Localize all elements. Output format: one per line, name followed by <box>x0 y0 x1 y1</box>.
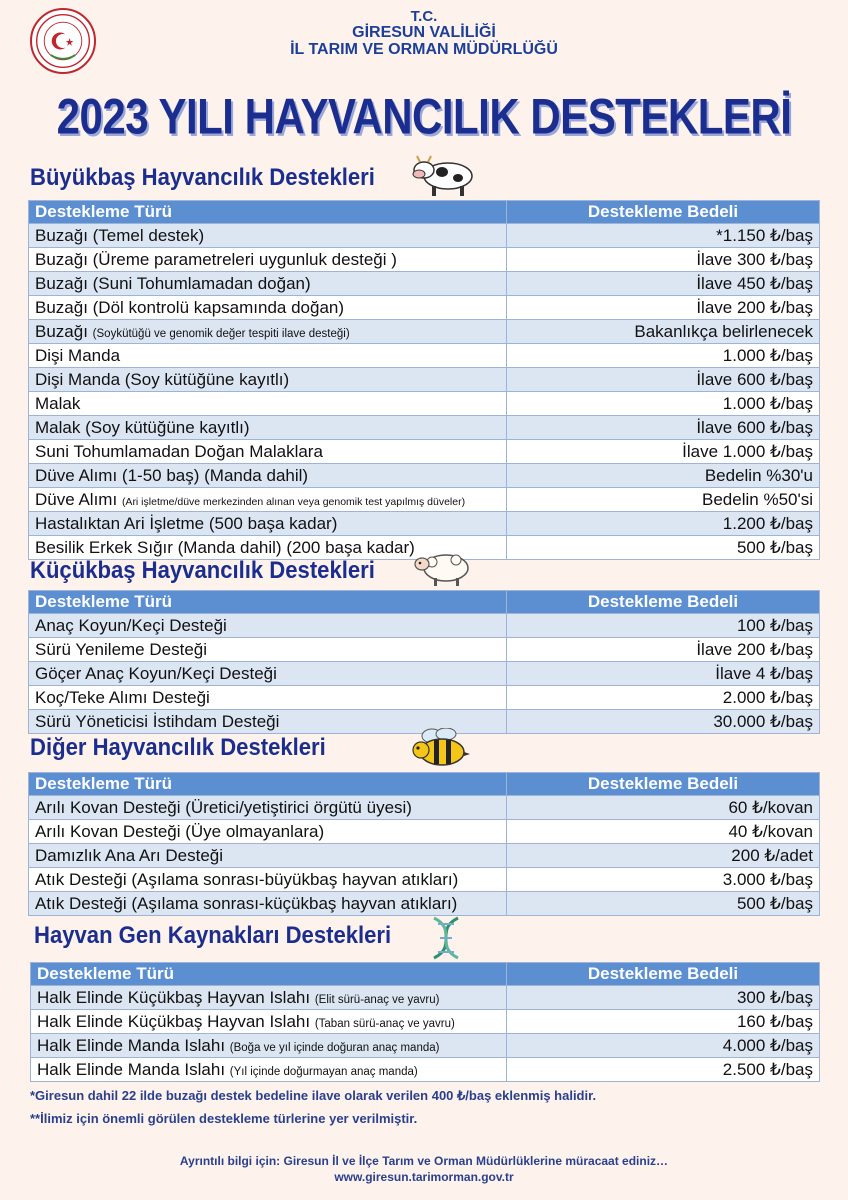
row-label: Buzağı (Temel destek) <box>35 225 205 245</box>
contact-info: Ayrıntılı bilgi için: Giresun İl ve İlçe Tarım ve Orman Müdürlüklerine müracaat ediniz… <box>179 1154 669 1168</box>
row-value: Bedelin %30'u <box>507 464 820 488</box>
row-label: Halk Elinde Manda Islahı <box>37 1035 226 1055</box>
table-row <box>29 512 820 536</box>
cow-icon <box>410 150 476 198</box>
table-header-row <box>31 963 820 986</box>
row-label: Arılı Kovan Desteği (Üretici/yetiştirici örgütü üyesi) <box>35 797 412 817</box>
table-header-row <box>29 591 820 614</box>
row-value: 60 ₺/kovan <box>507 796 820 820</box>
footnote-2: **İlimiz için önemli görülen destekleme türlerine yer verilmiştir. <box>30 1111 418 1126</box>
col-amount-header: Destekleme Bedeli <box>507 773 820 796</box>
row-value: 500 ₺/baş <box>507 536 820 560</box>
row-value: *1.150 ₺/baş <box>507 224 820 248</box>
table-kucukbas <box>28 590 820 734</box>
row-label: Sürü Yenileme Desteği <box>35 639 208 659</box>
row-label: Buzağı (Döl kontrolü kapsamında doğan) <box>35 297 345 317</box>
page-title: 2023 YILI HAYVANCILIK DESTEKLERİ <box>56 88 792 145</box>
section-title-kucukbas: Küçükbaş Hayvancılık Destekleri <box>30 557 375 584</box>
dna-icon <box>428 916 464 960</box>
table-row <box>29 272 820 296</box>
row-label: Buzağı <box>35 321 88 341</box>
org-line-1: T.C. <box>410 8 438 25</box>
table-row <box>29 638 820 662</box>
row-value: Bedelin %50'si <box>507 488 820 512</box>
row-value: İlave 1.000 ₺/baş <box>507 440 820 464</box>
section-title-gen-kaynaklari: Hayvan Gen Kaynakları Destekleri <box>34 922 392 949</box>
row-value: 160 ₺/baş <box>507 1010 820 1034</box>
row-label: Atık Desteği (Aşılama sonrası-büyükbaş hayvan atıkları) <box>35 869 459 889</box>
row-note: (Elit sürü-anaç ve yavru) <box>314 993 440 1006</box>
row-value: İlave 450 ₺/baş <box>507 272 820 296</box>
row-note: (Yıl içinde doğurmayan anaç manda) <box>229 1065 418 1078</box>
row-label: Hastalıktan Ari İşletme (500 başa kadar) <box>35 513 338 533</box>
row-label: Düve Alımı <box>35 489 118 509</box>
table-row <box>29 248 820 272</box>
table-row <box>29 368 820 392</box>
table-row <box>31 1034 820 1058</box>
row-value: 4.000 ₺/baş <box>507 1034 820 1058</box>
row-label: Dişi Manda <box>35 345 121 365</box>
table-buyukbas <box>28 200 820 560</box>
website-link[interactable]: www.giresun.tarimorman.gov.tr <box>334 1170 514 1184</box>
table-row <box>29 416 820 440</box>
table-row <box>29 392 820 416</box>
row-label: Malak (Soy kütüğüne kayıtlı) <box>35 417 250 437</box>
table-row <box>29 662 820 686</box>
table-row <box>29 488 820 512</box>
section-title-buyukbas: Büyükbaş Hayvancılık Destekleri <box>30 164 375 191</box>
row-value: 1.200 ₺/baş <box>507 512 820 536</box>
row-value: 3.000 ₺/baş <box>507 868 820 892</box>
row-value: 40 ₺/kovan <box>507 820 820 844</box>
row-value: 30.000 ₺/baş <box>507 710 820 734</box>
row-value: 300 ₺/baş <box>507 986 820 1010</box>
table-row <box>29 320 820 344</box>
header <box>0 0 848 80</box>
bee-icon <box>410 728 472 770</box>
footnote-1: *Giresun dahil 22 ilde buzağı destek bedeline ilave olarak verilen 400 ₺/baş eklenmiş halidir. <box>30 1088 597 1103</box>
col-amount-header: Destekleme Bedeli <box>507 201 820 224</box>
row-label: Dişi Manda (Soy kütüğüne kayıtlı) <box>35 369 290 389</box>
row-label: Halk Elinde Küçükbaş Hayvan Islahı <box>37 1011 311 1031</box>
row-label: Sürü Yöneticisi İstihdam Desteği <box>35 711 280 731</box>
row-label: Suni Tohumlamadan Doğan Malaklara <box>35 441 323 461</box>
table-header-row <box>29 201 820 224</box>
row-label: Halk Elinde Manda Islahı <box>37 1059 226 1079</box>
table-row <box>29 844 820 868</box>
row-label: Damızlık Ana Arı Desteği <box>35 845 224 865</box>
table-row <box>29 344 820 368</box>
row-note: (Boğa ve yıl içinde doğuran anaç manda) <box>229 1041 440 1054</box>
table-row <box>29 440 820 464</box>
row-label: Düve Alımı (1-50 baş) (Manda dahil) <box>35 465 309 485</box>
col-amount-header: Destekleme Bedeli <box>507 591 820 614</box>
col-type-header: Destekleme Türü <box>31 963 507 986</box>
row-value: 1.000 ₺/baş <box>507 392 820 416</box>
sheep-icon <box>412 548 472 588</box>
row-value: 1.000 ₺/baş <box>507 344 820 368</box>
row-label: Besilik Erkek Sığır (Manda dahil) (200 başa kadar) <box>35 537 415 557</box>
row-label: Halk Elinde Küçükbaş Hayvan Islahı <box>37 987 311 1007</box>
row-value: 100 ₺/baş <box>507 614 820 638</box>
row-value: Bakanlıkça belirlenecek <box>507 320 820 344</box>
col-type-header: Destekleme Türü <box>29 591 507 614</box>
row-label: Göçer Anaç Koyun/Keçi Desteği <box>35 663 277 683</box>
row-value: İlave 600 ₺/baş <box>507 368 820 392</box>
col-amount-header: Destekleme Bedeli <box>507 963 820 986</box>
table-row <box>29 614 820 638</box>
row-note: (Taban sürü-anaç ve yavru) <box>314 1017 455 1030</box>
table-row <box>31 1058 820 1082</box>
row-value: İlave 200 ₺/baş <box>507 638 820 662</box>
row-value: İlave 4 ₺/baş <box>507 662 820 686</box>
table-row <box>29 892 820 916</box>
table-row <box>29 296 820 320</box>
table-row <box>29 796 820 820</box>
row-label: Arılı Kovan Desteği (Üye olmayanlara) <box>35 821 325 841</box>
row-value: İlave 600 ₺/baş <box>507 416 820 440</box>
section-title-diger: Diğer Hayvancılık Destekleri <box>30 734 326 761</box>
col-type-header: Destekleme Türü <box>29 201 507 224</box>
table-row <box>29 820 820 844</box>
row-value: İlave 300 ₺/baş <box>507 248 820 272</box>
row-label: Anaç Koyun/Keçi Desteği <box>35 615 227 635</box>
row-label: Buzağı (Suni Tohumlamadan doğan) <box>35 273 311 293</box>
table-diger <box>28 772 820 916</box>
row-value: 2.500 ₺/baş <box>507 1058 820 1082</box>
row-label: Buzağı (Üreme parametreleri uygunluk desteği ) <box>35 249 397 269</box>
row-value: İlave 200 ₺/baş <box>507 296 820 320</box>
row-note: (Ari işletme/düve merkezinden alınan veya genomik test yapılmış düveler) <box>121 495 466 508</box>
col-type-header: Destekleme Türü <box>29 773 507 796</box>
row-label: Koç/Teke Alımı Desteği <box>35 687 210 707</box>
row-value: 200 ₺/adet <box>507 844 820 868</box>
row-label: Atık Desteği (Aşılama sonrası-küçükbaş hayvan atıkları) <box>35 893 458 913</box>
table-row <box>29 686 820 710</box>
table-row <box>29 868 820 892</box>
row-value: 500 ₺/baş <box>507 892 820 916</box>
table-row <box>31 1010 820 1034</box>
org-line-2: GİRESUN VALİLİĞİ <box>352 24 496 41</box>
row-note: (Soykütüğü ve genomik değer tespiti ilave desteği) <box>92 327 350 340</box>
table-row <box>29 464 820 488</box>
table-gen-kaynaklari <box>30 962 820 1082</box>
table-row <box>29 224 820 248</box>
row-value: 2.000 ₺/baş <box>507 686 820 710</box>
row-label: Malak <box>35 393 81 413</box>
table-header-row <box>29 773 820 796</box>
org-line-3: İL TARIM VE ORMAN MÜDÜRLÜĞÜ <box>290 41 558 58</box>
table-row <box>31 986 820 1010</box>
